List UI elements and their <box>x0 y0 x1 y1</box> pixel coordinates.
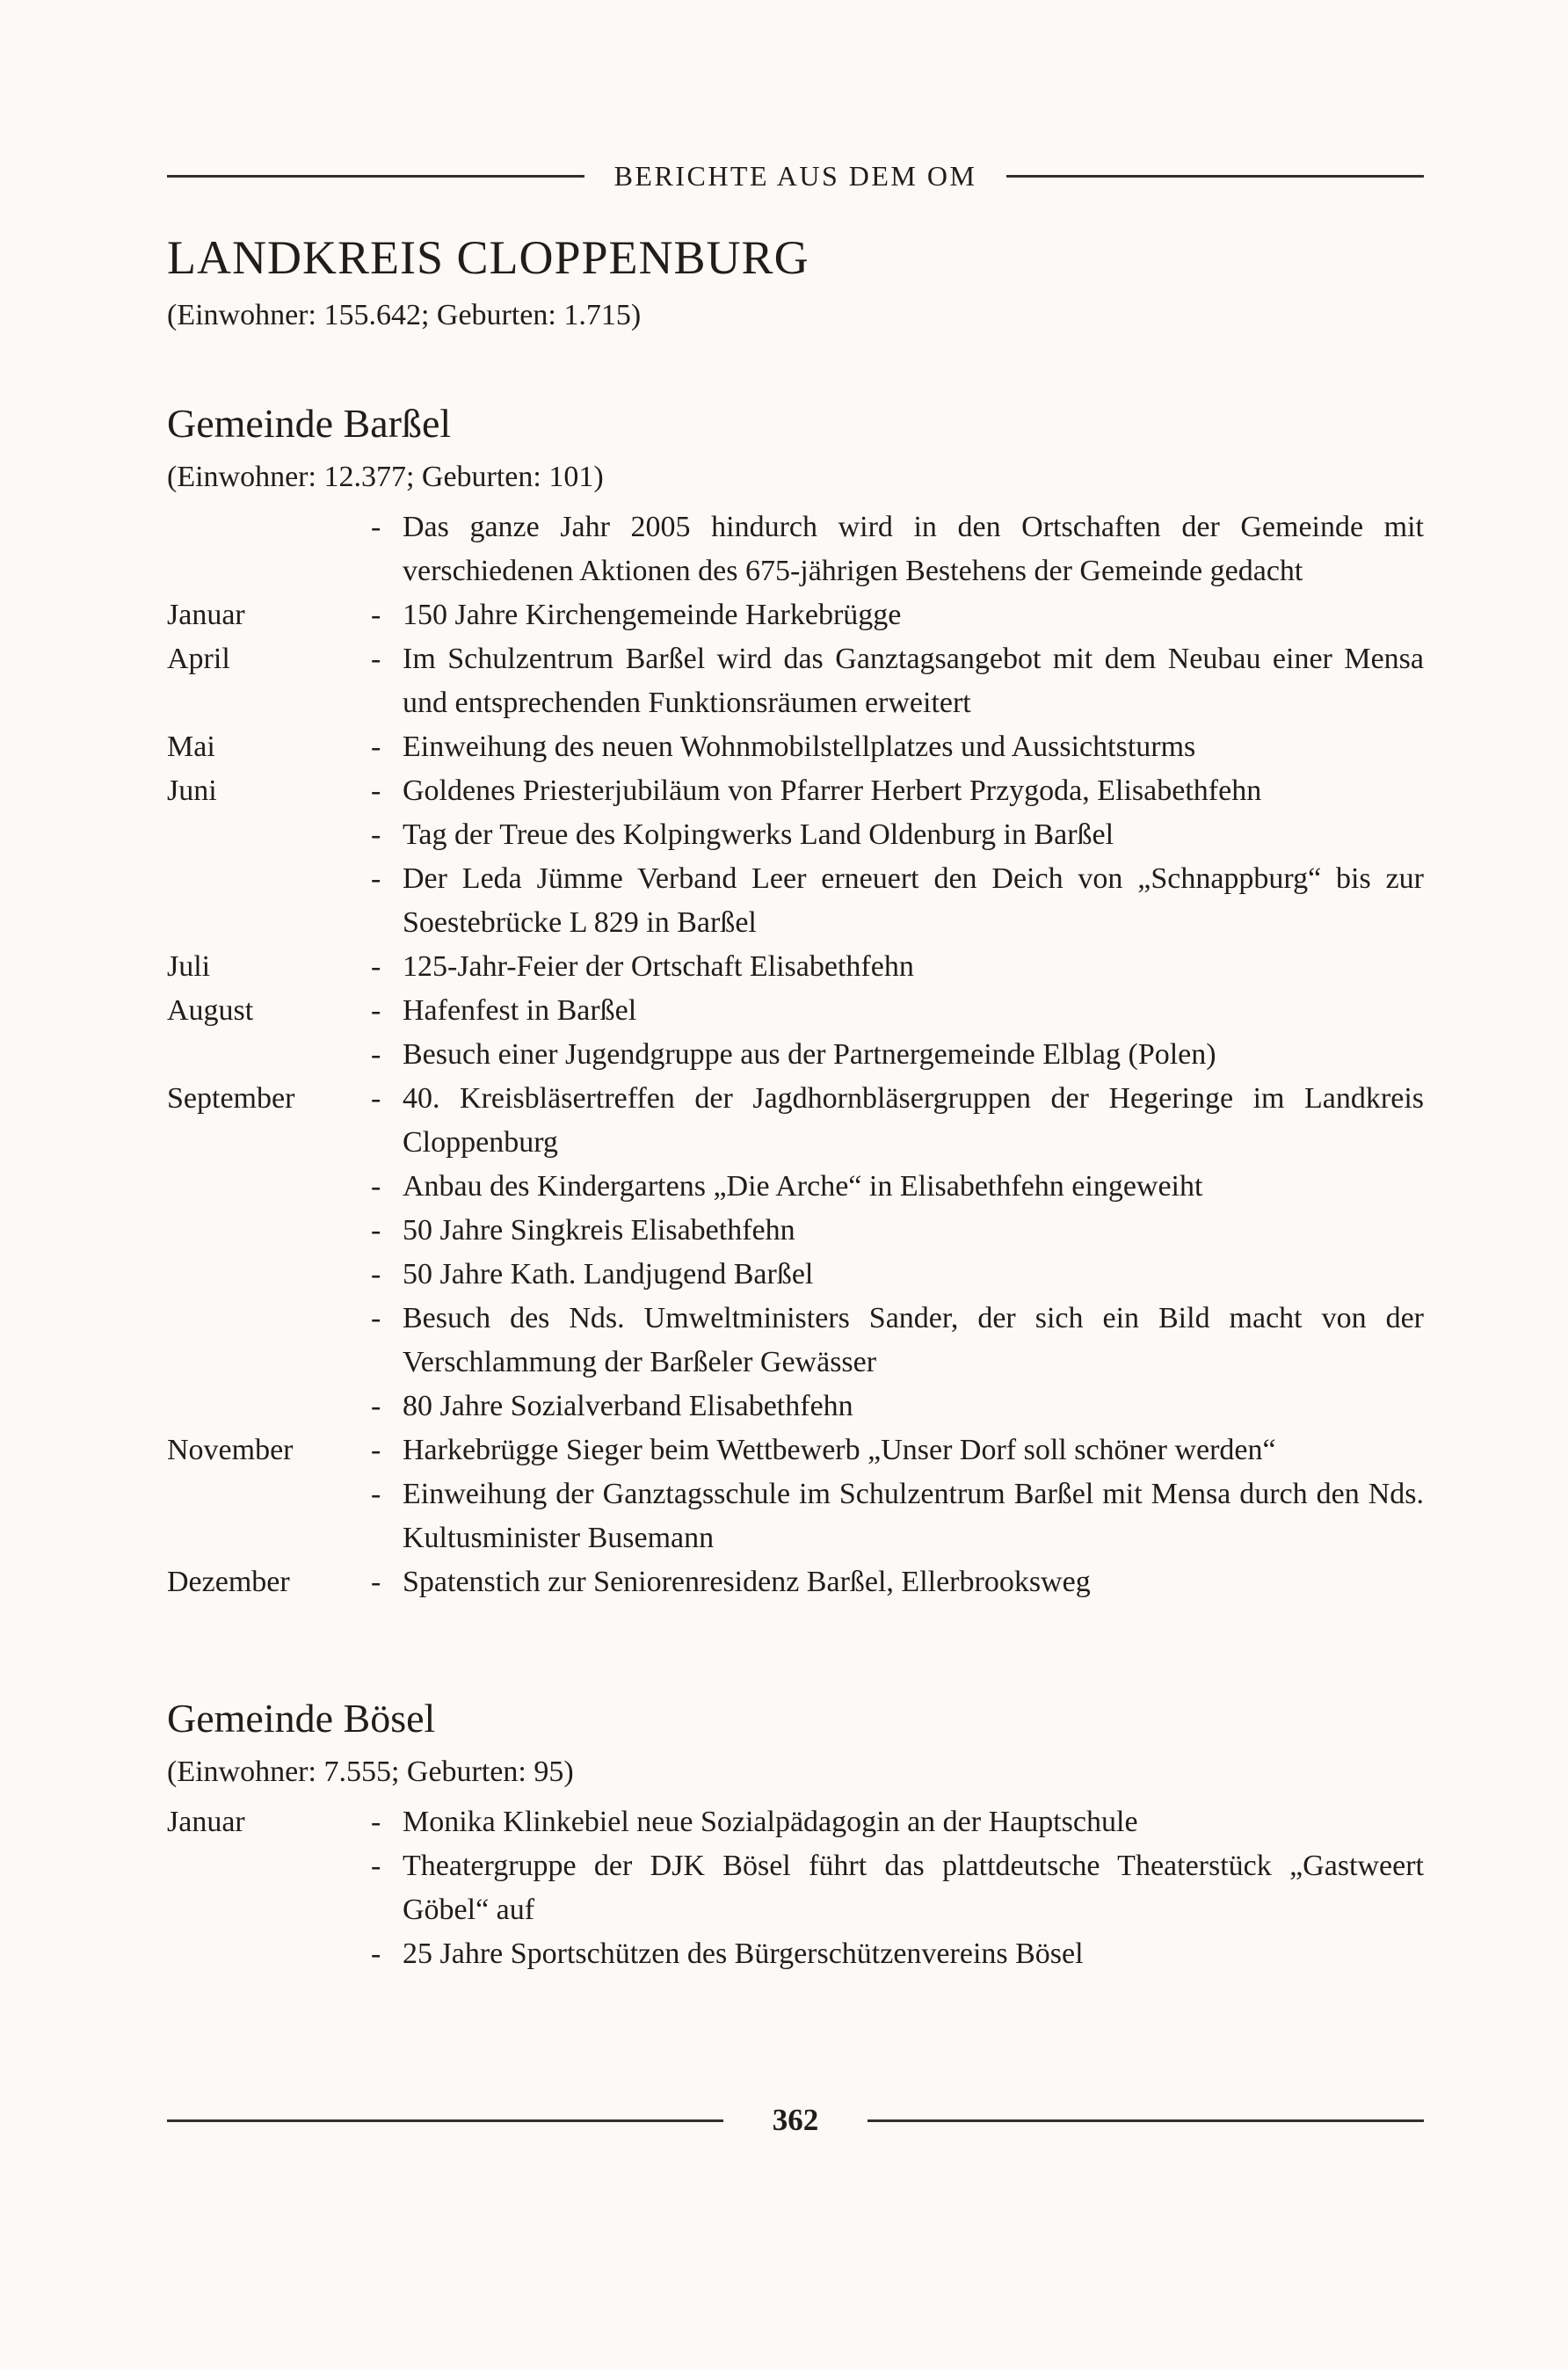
entry-month <box>167 505 371 593</box>
running-footer <box>167 2103 1424 2138</box>
chronicle-entry <box>167 1209 1424 1253</box>
chronicle-entry <box>167 989 1424 1033</box>
header-rule-right <box>1006 175 1424 178</box>
chronicle-entry <box>167 1253 1424 1297</box>
entry-dash: - <box>371 1301 381 1334</box>
entry-month <box>167 1033 371 1077</box>
entry-dash: - <box>371 1477 381 1510</box>
entry-dash: - <box>371 1213 381 1247</box>
entry-text: Goldenes Priesterjubiläum von Pfarrer Herbert Przygoda, Elisabethfehn <box>403 774 1262 807</box>
district-title: LANDKREIS CLOPPENBURG <box>167 231 809 284</box>
entry-dash: - <box>371 1169 381 1203</box>
entry-text: Theatergruppe der DJK Bösel führt das plattdeutsche Theaterstück „Gastweert Göbel“ auf <box>403 1849 1424 1926</box>
entry-month <box>167 1472 371 1560</box>
entry-text: Besuch einer Jugendgruppe aus der Partnergemeinde Elblag (Polen) <box>403 1037 1216 1071</box>
chronicle-entry <box>167 945 1424 989</box>
gemeinde-section <box>167 1696 1424 1976</box>
running-header <box>167 160 1424 193</box>
entry-month: Juni <box>167 774 217 807</box>
entry-text: 80 Jahre Sozialverband Elisabethfehn <box>403 1389 853 1422</box>
section-heading: Gemeinde Barßel <box>167 400 452 446</box>
gemeinde-section <box>167 401 1424 1604</box>
chronicle-entry <box>167 637 1424 725</box>
chronicle-entry <box>167 769 1424 813</box>
entry-dash: - <box>371 774 381 807</box>
entry-month: Mai <box>167 730 215 763</box>
entry-dash: - <box>371 1081 381 1115</box>
chronicle-entry <box>167 505 1424 593</box>
entry-month: Juli <box>167 949 211 983</box>
chronicle-entry <box>167 813 1424 857</box>
entry-text: Einweihung der Ganztagsschule im Schulzentrum Barßel mit Mensa durch den Nds. Kultusminister Busemann <box>403 1477 1424 1554</box>
entry-month <box>167 1209 371 1253</box>
entry-text: Spatenstich zur Seniorenresidenz Barßel, Ellerbrooksweg <box>403 1565 1091 1598</box>
entry-month <box>167 813 371 857</box>
entry-dash: - <box>371 642 381 675</box>
entry-month <box>167 1844 371 1932</box>
district-stats: (Einwohner: 155.642; Geburten: 1.715) <box>167 299 642 332</box>
entry-month <box>167 1165 371 1209</box>
entry-dash: - <box>371 861 381 895</box>
entry-month: September <box>167 1081 295 1115</box>
entry-month <box>167 1253 371 1297</box>
entry-month <box>167 1385 371 1429</box>
entry-month: Januar <box>167 598 245 631</box>
section-stats: (Einwohner: 7.555; Geburten: 95) <box>167 1755 574 1788</box>
entry-month: Dezember <box>167 1565 290 1598</box>
entry-text: Einweihung des neuen Wohnmobilstellplatzes und Aussichtsturms <box>403 730 1196 763</box>
page-number: 362 <box>772 2103 819 2137</box>
entry-text: 150 Jahre Kirchengemeinde Harkebrügge <box>403 598 902 631</box>
entry-text: Anbau des Kindergartens „Die Arche“ in Elisabethfehn eingeweiht <box>403 1169 1203 1203</box>
chronicle-entry <box>167 1165 1424 1209</box>
entry-text: 50 Jahre Singkreis Elisabethfehn <box>403 1213 795 1247</box>
entry-text: Harkebrügge Sieger beim Wettbewerb „Unser Dorf soll schöner werden“ <box>403 1433 1276 1466</box>
entry-list <box>167 1800 1424 1976</box>
chronicle-entry <box>167 1932 1424 1976</box>
chronicle-entry <box>167 1297 1424 1385</box>
entry-month: November <box>167 1433 294 1466</box>
footer-rule-right <box>867 2119 1424 2122</box>
chronicle-entry <box>167 1077 1424 1165</box>
entry-text: Tag der Treue des Kolpingwerks Land Oldenburg in Barßel <box>403 818 1114 851</box>
entry-month: Januar <box>167 1805 245 1838</box>
sections-container <box>167 401 1424 1976</box>
section-heading: Gemeinde Bösel <box>167 1695 436 1741</box>
running-header-title: BERICHTE AUS DEM OM <box>613 160 977 192</box>
entry-dash: - <box>371 1433 381 1466</box>
entry-text: 125-Jahr-Feier der Ortschaft Elisabethfehn <box>403 949 914 983</box>
entry-dash: - <box>371 510 381 543</box>
chronicle-entry <box>167 593 1424 637</box>
entry-month <box>167 1297 371 1385</box>
entry-text: Der Leda Jümme Verband Leer erneuert den Deich von „Schnappburg“ bis zur Soestebrücke L 829 in Barßel <box>403 861 1424 939</box>
chronicle-entry <box>167 1800 1424 1844</box>
entry-month <box>167 1932 371 1976</box>
entry-text: 40. Kreisbläsertreffen der Jagdhornbläsergruppen der Hegeringe im Landkreis Cloppenburg <box>403 1081 1424 1159</box>
entry-text: Im Schulzentrum Barßel wird das Ganztagsangebot mit dem Neubau einer Mensa und entsprechenden Funktionsräumen erweitert <box>403 642 1424 719</box>
entry-text: Besuch des Nds. Umweltministers Sander, der sich ein Bild macht von der Verschlammung der Barßeler Gewässer <box>403 1301 1424 1378</box>
entry-dash: - <box>371 1389 381 1422</box>
entry-month <box>167 857 371 945</box>
chronicle-entry <box>167 1472 1424 1560</box>
entry-dash: - <box>371 1805 381 1838</box>
entry-text: Das ganze Jahr 2005 hindurch wird in den Ortschaften der Gemeinde mit verschiedenen Aktionen des 675-jährigen Bestehens der Gemeinde gedacht <box>403 510 1424 587</box>
entry-dash: - <box>371 1849 381 1882</box>
entry-dash: - <box>371 1037 381 1071</box>
entry-dash: - <box>371 1565 381 1598</box>
entry-text: Hafenfest in Barßel <box>403 993 637 1027</box>
chronicle-entry <box>167 1429 1424 1472</box>
entry-dash: - <box>371 949 381 983</box>
entry-dash: - <box>371 993 381 1027</box>
entry-list <box>167 505 1424 1604</box>
chronicle-entry <box>167 1385 1424 1429</box>
entry-dash: - <box>371 1257 381 1290</box>
chronicle-entry <box>167 1844 1424 1932</box>
section-stats: (Einwohner: 12.377; Geburten: 101) <box>167 460 604 493</box>
chronicle-entry <box>167 1033 1424 1077</box>
entry-dash: - <box>371 598 381 631</box>
chronicle-entry <box>167 1560 1424 1604</box>
header-rule-left <box>167 175 584 178</box>
entry-month: August <box>167 993 254 1027</box>
entry-text: Monika Klinkebiel neue Sozialpädagogin an der Hauptschule <box>403 1805 1138 1838</box>
entry-dash: - <box>371 818 381 851</box>
entry-dash: - <box>371 1937 381 1970</box>
entry-text: 50 Jahre Kath. Landjugend Barßel <box>403 1257 814 1290</box>
entry-month: April <box>167 642 230 675</box>
entry-text: 25 Jahre Sportschützen des Bürgerschützenvereins Bösel <box>403 1937 1084 1970</box>
footer-rule-left <box>167 2119 723 2122</box>
entry-dash: - <box>371 730 381 763</box>
chronicle-entry <box>167 725 1424 769</box>
chronicle-entry <box>167 857 1424 945</box>
